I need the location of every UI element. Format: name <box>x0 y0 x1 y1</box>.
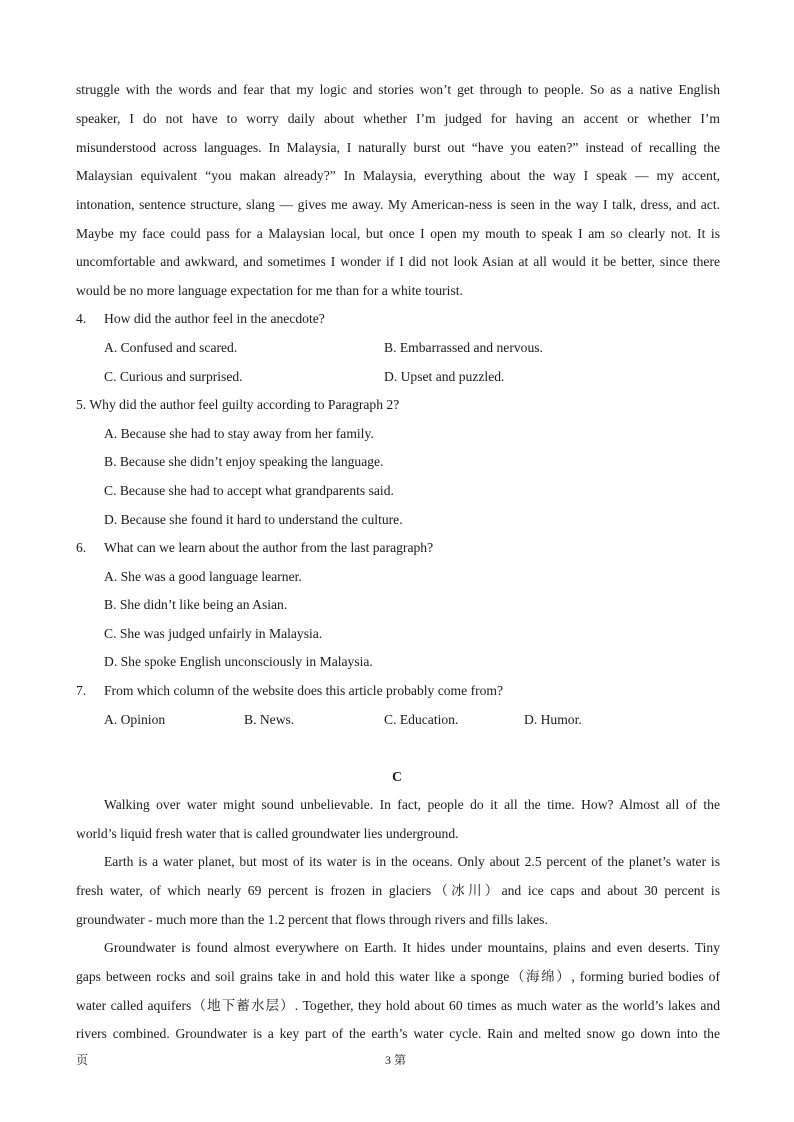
passage-line: speaker, I do not have to worry daily about whether I’m judged for having an accent or whether I’m <box>76 111 720 126</box>
option-d[interactable]: D. She spoke English unconsciously in Malaysia. <box>104 654 373 669</box>
passage-line: Groundwater is found almost everywhere on Earth. It hides under mountains, plains and even deserts. Tiny <box>104 940 720 955</box>
passage-line: misunderstood across languages. In Malaysia, I naturally burst out “have you eaten?” instead of recalling the <box>76 140 720 155</box>
passage-line: Malaysian equivalent “you makan already?” In Malaysia, everything about the way I speak — my accent, <box>76 168 720 183</box>
question-stem: From which column of the website does this article probably come from? <box>104 683 504 698</box>
passage-line: world’s liquid fresh water that is called groundwater lies underground. <box>76 826 459 841</box>
passage-line: gaps between rocks and soil grains take in and hold this water like a sponge（海绵）, forming buried bodies of <box>76 969 720 984</box>
option-c[interactable]: C. Curious and surprised. <box>104 369 243 384</box>
passage-line: water called aquifers（地下蓄水层）. Together, they hold about 60 times as much water as the world’s lakes and <box>76 998 720 1013</box>
section-heading: C <box>392 769 402 784</box>
passage-line: would be no more language expectation for me than for a white tourist. <box>76 283 463 298</box>
question-number: 6. <box>76 540 87 555</box>
option-d[interactable]: D. Because she found it hard to understand the culture. <box>104 512 403 527</box>
passage-line: fresh water, of which nearly 69 percent is frozen in glaciers（冰川）and ice caps and about 30 percent is <box>76 883 720 898</box>
option-d[interactable]: D. Upset and puzzled. <box>384 369 505 384</box>
option-d[interactable]: D. Humor. <box>524 712 582 727</box>
passage-line: struggle with the words and fear that my logic and stories won’t get through to people. So as a native English <box>76 82 720 97</box>
passage-line: rivers combined. Groundwater is a key part of the earth’s water cycle. Rain and melted snow go down into the <box>76 1026 720 1041</box>
option-b[interactable]: B. Because she didn’t enjoy speaking the language. <box>104 454 384 469</box>
option-b[interactable]: B. She didn’t like being an Asian. <box>104 597 288 612</box>
option-a[interactable]: A. Opinion <box>104 712 166 727</box>
question-stem: 5. Why did the author feel guilty according to Paragraph 2? <box>76 397 400 412</box>
option-c[interactable]: C. She was judged unfairly in Malaysia. <box>104 626 323 641</box>
footer-left: 页 <box>76 1053 89 1067</box>
passage-line: Walking over water might sound unbelievable. In fact, people do it all the time. How? Almost all of the <box>104 797 720 812</box>
option-c[interactable]: C. Because she had to accept what grandparents said. <box>104 483 394 498</box>
passage-line: groundwater - much more than the 1.2 percent that flows through rivers and fills lakes. <box>76 912 548 927</box>
option-b[interactable]: B. News. <box>244 712 295 727</box>
question-number: 7. <box>76 683 87 698</box>
passage-line: Maybe my face could pass for a Malaysian local, but once I open my mouth to speak I am so clearly not. It is <box>76 226 720 241</box>
question-number: 4. <box>76 311 87 326</box>
passage-line: uncomfortable and awkward, and sometimes I wonder if I did not look Asian at all would it be better, since there <box>76 254 720 269</box>
option-b[interactable]: B. Embarrassed and nervous. <box>384 340 543 355</box>
option-a[interactable]: A. Because she had to stay away from her family. <box>104 426 374 441</box>
question-stem: What can we learn about the author from the last paragraph? <box>104 540 434 555</box>
page-number: 3 第 <box>385 1053 407 1067</box>
option-a[interactable]: A. She was a good language learner. <box>104 569 302 584</box>
option-a[interactable]: A. Confused and scared. <box>104 340 238 355</box>
question-stem: How did the author feel in the anecdote? <box>104 311 325 326</box>
passage-line: Earth is a water planet, but most of its water is in the oceans. Only about 2.5 percent of the planet’s water is <box>104 854 720 869</box>
passage-line: intonation, sentence structure, slang — gives me away. My American-ness is seen in the way I talk, dress, and act. <box>76 197 720 212</box>
option-c[interactable]: C. Education. <box>384 712 459 727</box>
